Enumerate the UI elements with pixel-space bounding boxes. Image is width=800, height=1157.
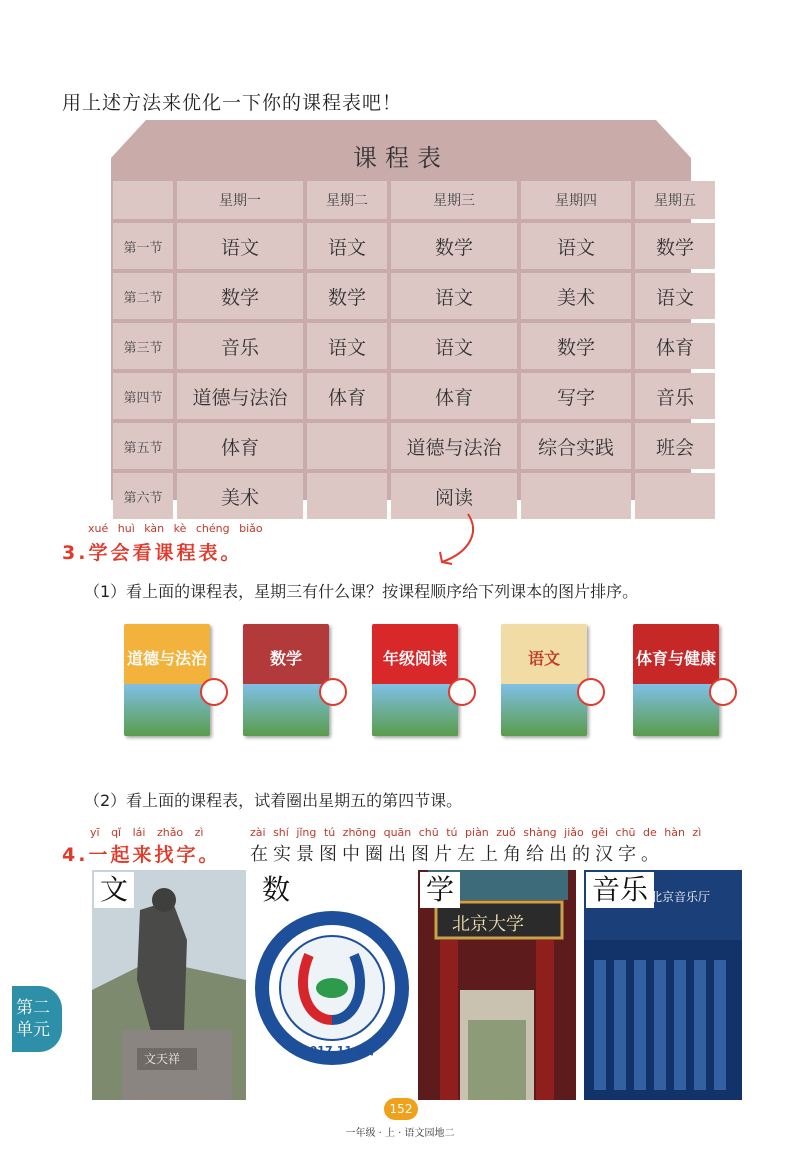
hall-sign: 北京音乐厅 — [650, 890, 711, 904]
schedule-cell: 数学 — [391, 223, 517, 269]
textbook-title: 体育与健康 — [635, 649, 716, 668]
schedule-cell: 体育 — [391, 373, 517, 419]
textbook-title: 语文 — [527, 649, 560, 668]
question-1: （1）看上面的课程表，星期三有什么课？按课程顺序给下列课本的图片排序。 — [84, 582, 639, 601]
textbook-title: 道德与法治 — [126, 649, 207, 668]
textbook-cover — [633, 624, 719, 736]
schedule-cell: 数学 — [635, 223, 715, 269]
schedule-cell — [307, 423, 387, 469]
textbook-cover — [243, 624, 329, 736]
schedule-cell: 写字 — [521, 373, 631, 419]
schedule-cell: 数学 — [521, 323, 631, 369]
textbook-illustration — [124, 684, 210, 736]
schedule-cell: 美术 — [177, 473, 303, 519]
schedule-cell: 美术 — [521, 273, 631, 319]
schedule-period-header: 第六节 — [113, 473, 173, 519]
schedule-grid — [113, 181, 715, 519]
textbook-illustration — [501, 684, 587, 736]
unit-tab — [12, 986, 62, 1052]
section4-text: 在实景图中圈出图片左上角给出的汉字。 — [250, 844, 664, 865]
schedule-cell: 道德与法治 — [177, 373, 303, 419]
badge-date: 2017.11 南宁 — [302, 1044, 378, 1057]
unit-tab-line-1: 第二 — [16, 998, 50, 1018]
photo-statue — [92, 870, 246, 1100]
schedule-period-header: 第一节 — [113, 223, 173, 269]
schedule-cell — [307, 473, 387, 519]
schedule-period-header: 第四节 — [113, 373, 173, 419]
order-circle[interactable] — [200, 678, 228, 706]
order-circle[interactable] — [448, 678, 476, 706]
textbook-illustration — [372, 684, 458, 736]
arrow-icon — [430, 512, 480, 572]
schedule-day-header: 星期五 — [635, 181, 715, 219]
photo-char-label: 学 — [420, 872, 460, 908]
section4-text-pinyin: zài shí jǐng tú zhōng quān chū tú piàn zuǒ shàng jiǎo gěi chū de hàn zì — [250, 826, 702, 839]
schedule-cell: 数学 — [307, 273, 387, 319]
schedule-cell: 语文 — [391, 323, 517, 369]
schedule-cell: 语文 — [521, 223, 631, 269]
schedule-cell: 体育 — [177, 423, 303, 469]
schedule-cell: 班会 — [635, 423, 715, 469]
section4-pinyin: yī qǐ lái zhǎo zì — [90, 826, 204, 839]
intro-text: 用上述方法来优化一下你的课程表吧！ — [62, 92, 403, 114]
schedule-day-header: 星期三 — [391, 181, 517, 219]
schedule-cell: 语文 — [177, 223, 303, 269]
schedule-period-header: 第三节 — [113, 323, 173, 369]
schedule-title: 课程表 — [353, 144, 449, 172]
textbook-cover — [372, 624, 458, 736]
section3-pinyin: xué huì kàn kè chéng biǎo — [88, 522, 263, 535]
schedule-cell: 音乐 — [635, 373, 715, 419]
order-circle[interactable] — [577, 678, 605, 706]
order-circle[interactable] — [319, 678, 347, 706]
schedule-day-header: 星期二 — [307, 181, 387, 219]
footer: 一年级 · 上 · 语文园地二 — [345, 1128, 455, 1139]
question-2: （2）看上面的课程表，试着圈出星期五的第四节课。 — [84, 791, 463, 810]
section3-title: 3.学会看课程表。 — [62, 542, 243, 564]
page-number: 152 — [384, 1098, 418, 1120]
schedule-cell: 语文 — [307, 323, 387, 369]
schedule-cell: 体育 — [635, 323, 715, 369]
schedule-cell: 音乐 — [177, 323, 303, 369]
schedule-cell: 语文 — [635, 273, 715, 319]
order-circle[interactable] — [709, 678, 737, 706]
schedule-table — [111, 120, 696, 509]
section4-title: 4.一起来找字。 — [62, 844, 221, 866]
textbook-illustration — [633, 684, 719, 736]
schedule-cell: 体育 — [307, 373, 387, 419]
textbook-illustration — [243, 684, 329, 736]
photo-char-label: 数 — [256, 872, 296, 908]
schedule-cell — [521, 473, 631, 519]
schedule-corner-cell — [113, 181, 173, 219]
schedule-cell: 数学 — [177, 273, 303, 319]
statue-inscription: 文天祥 — [144, 1052, 181, 1066]
photo-badge — [254, 870, 410, 1100]
schedule-period-header: 第五节 — [113, 423, 173, 469]
schedule-cell: 阅读 — [391, 473, 517, 519]
photo-char-label: 文 — [94, 872, 134, 908]
schedule-cell: 语文 — [307, 223, 387, 269]
schedule-period-header: 第二节 — [113, 273, 173, 319]
schedule-cell — [635, 473, 715, 519]
schedule-cell: 综合实践 — [521, 423, 631, 469]
photo-concert-hall — [584, 870, 742, 1100]
gate-plaque: 北京大学 — [452, 914, 524, 935]
photo-char-label: 音乐 — [586, 872, 654, 908]
schedule-cell: 语文 — [391, 273, 517, 319]
unit-tab-line-2: 单元 — [16, 1020, 50, 1040]
schedule-day-header: 星期一 — [177, 181, 303, 219]
schedule-day-header: 星期四 — [521, 181, 631, 219]
textbook-title: 数学 — [269, 649, 302, 668]
textbook-title: 年级阅读 — [382, 649, 447, 668]
textbook-cover — [124, 624, 210, 736]
photo-gate — [418, 870, 576, 1100]
schedule-cell: 道德与法治 — [391, 423, 517, 469]
textbook-cover — [501, 624, 587, 736]
